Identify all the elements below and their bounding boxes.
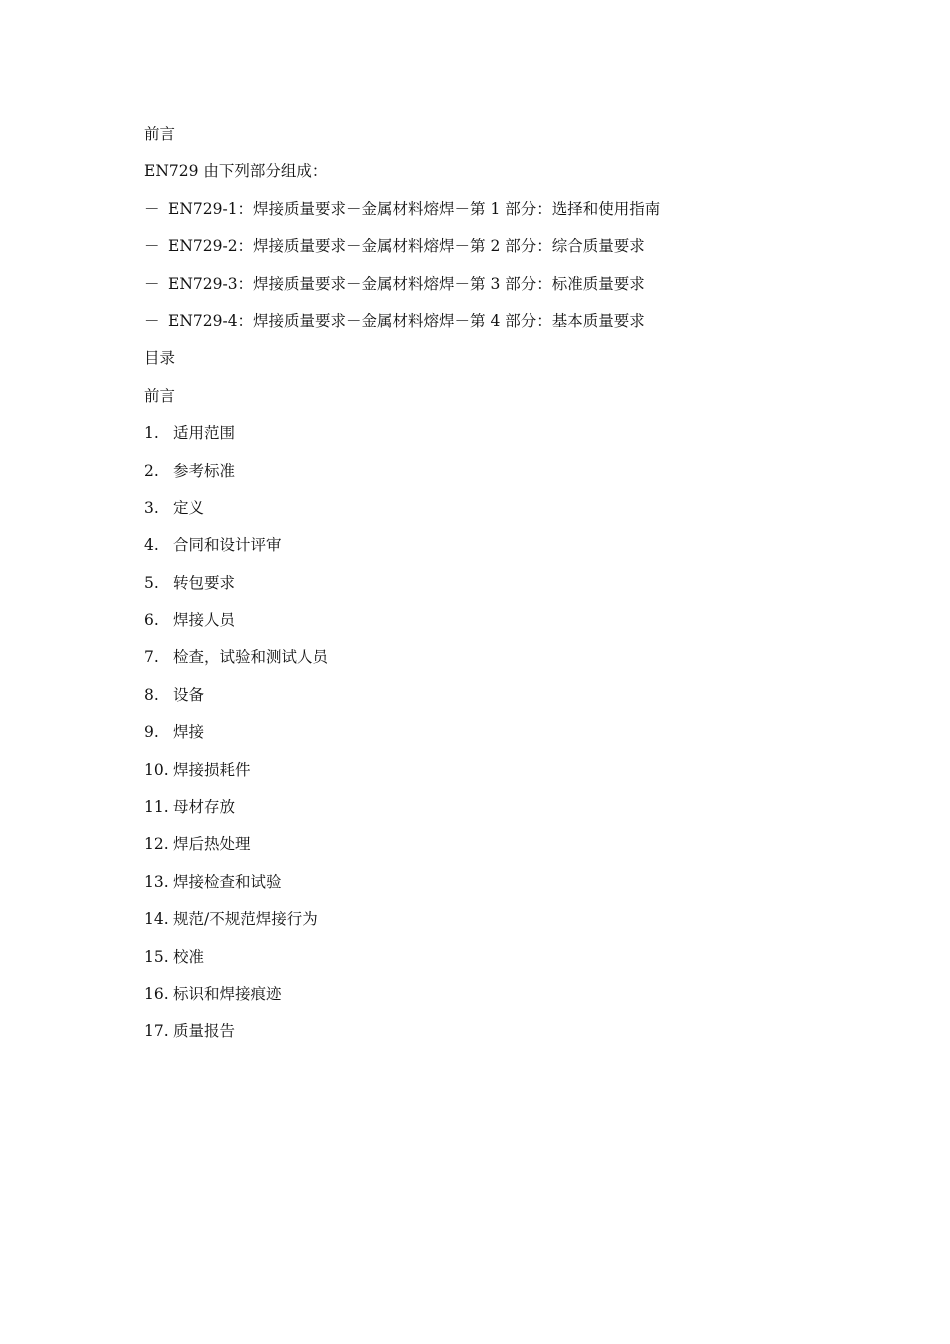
toc-number: 6.	[144, 611, 159, 630]
toc-item	[144, 945, 844, 982]
toc-text: 定义	[173, 498, 205, 517]
part-dash: －	[144, 199, 160, 218]
part-item	[144, 272, 844, 309]
toc-text: 合同和设计评审	[173, 536, 282, 555]
part-item	[144, 197, 844, 234]
toc-item	[144, 832, 844, 869]
toc-text: 设备	[173, 685, 205, 704]
toc-item	[144, 645, 844, 682]
toc-item	[144, 907, 844, 944]
part-dash: －	[144, 274, 160, 293]
toc-text: 转包要求	[173, 573, 236, 592]
toc-number: 8.	[144, 685, 159, 704]
part-text: EN729-1：焊接质量要求－金属材料熔焊－第 1 部分：选择和使用指南	[168, 199, 661, 218]
toc-item	[144, 571, 844, 608]
preface-title: 前言	[144, 125, 176, 143]
toc-item	[144, 421, 844, 458]
toc-item	[144, 758, 844, 795]
part-item	[144, 234, 844, 271]
toc-text: 检查，试验和测试人员	[173, 648, 329, 667]
toc-number: 3.	[144, 498, 159, 517]
document-content	[144, 122, 844, 1057]
toc-text: 适用范围	[173, 424, 236, 443]
toc-number: 1.	[144, 424, 159, 443]
toc-title: 目录	[144, 349, 176, 368]
part-dash: －	[144, 237, 160, 256]
toc-text: 参考标准	[173, 461, 236, 480]
part-dash: －	[144, 311, 160, 330]
toc-number: 14.	[144, 910, 169, 929]
toc-text: 规范/不规范焊接行为	[173, 910, 318, 929]
toc-text: 焊接损耗件	[173, 760, 251, 779]
toc-number: 9.	[144, 723, 159, 742]
toc-number: 16.	[144, 984, 169, 1003]
toc-item	[144, 496, 844, 533]
toc-text: 标识和焊接痕迹	[173, 984, 282, 1003]
part-text: EN729-3：焊接质量要求－金属材料熔焊－第 3 部分：标准质量要求	[168, 274, 645, 293]
part-item	[144, 309, 844, 346]
toc-text: 质量报告	[173, 1022, 236, 1041]
toc-number: 4.	[144, 536, 159, 555]
toc-text: 校准	[173, 947, 205, 966]
toc-item	[144, 1019, 844, 1056]
toc-preface: 前言	[144, 386, 176, 405]
intro-text: EN729 由下列部分组成：	[144, 162, 328, 181]
toc-number: 13.	[144, 872, 169, 891]
toc-item	[144, 533, 844, 570]
toc-text: 母材存放	[173, 798, 236, 817]
toc-item	[144, 683, 844, 720]
toc-item	[144, 870, 844, 907]
toc-number: 2.	[144, 461, 159, 480]
toc-number: 17.	[144, 1022, 169, 1041]
toc-item	[144, 795, 844, 832]
part-text: EN729-2：焊接质量要求－金属材料熔焊－第 2 部分：综合质量要求	[168, 237, 645, 256]
toc-number: 12.	[144, 835, 169, 854]
toc-number: 15.	[144, 947, 169, 966]
toc-number: 7.	[144, 648, 159, 667]
toc-text: 焊接检查和试验	[173, 872, 282, 891]
part-text: EN729-4：焊接质量要求－金属材料熔焊－第 4 部分：基本质量要求	[168, 311, 645, 330]
toc-number: 10.	[144, 760, 169, 779]
toc-item	[144, 720, 844, 757]
toc-text: 焊接人员	[173, 611, 236, 630]
toc-number: 5.	[144, 573, 159, 592]
toc-number: 11.	[144, 798, 169, 817]
toc-item	[144, 982, 844, 1019]
toc-text: 焊接	[173, 723, 205, 742]
toc-text: 焊后热处理	[173, 835, 251, 854]
toc-item	[144, 608, 844, 645]
toc-item	[144, 459, 844, 496]
